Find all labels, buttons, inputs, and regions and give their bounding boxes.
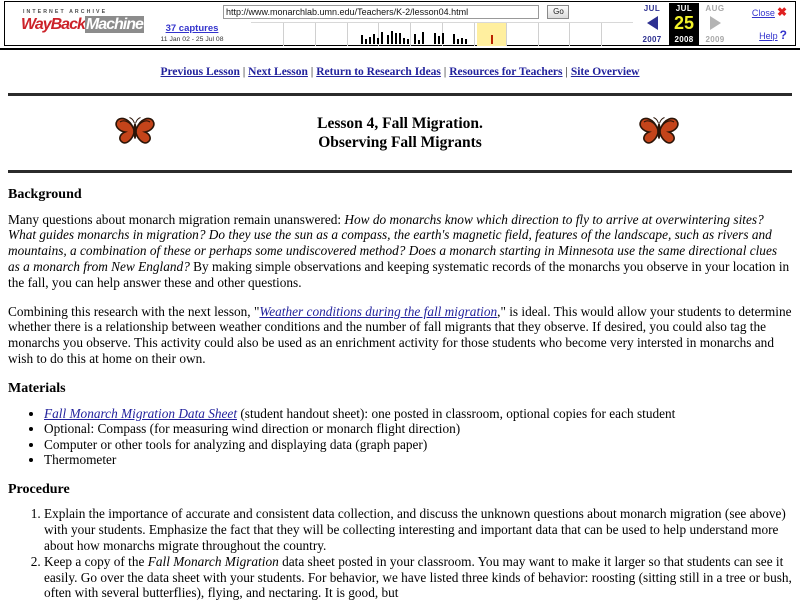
list-item: 1. Explain the importance of accurate and consistent data collection, and discuss the unknown questions about monarch migration (see above) with your students. Emphasize the fact that they will be collecting interesting and important data that can be used to help understand more about how monarchs migrate throughout the country.: [44, 506, 792, 553]
wayback-machine-toolbar: [0, 0, 800, 50]
background-paragraph-1: [8, 212, 792, 291]
timeline-capture-bar[interactable]: [453, 34, 455, 44]
timeline-month-divider: [569, 23, 570, 46]
bg-p1-questions: How do monarchs know which direction to fly to arrive at overwintering sites? What guides monarchs in migration? Do they use the sun as a compass, the earth's magnetic field, features of the landscape, such as rivers and mountains, a combination of these or perhaps some undiscovered method? Does a monarch starting in Minnesota use the same directional clues as a monarch from New England?: [8, 211, 778, 274]
timeline-capture-bar[interactable]: [399, 33, 401, 44]
timeline-capture-bar[interactable]: [387, 35, 389, 44]
timeline-capture-bar[interactable]: [422, 32, 424, 44]
section-heading-procedure: Procedure: [8, 481, 70, 497]
nav-link-resources-for-teachers[interactable]: Resources for Teachers: [449, 66, 563, 78]
section-heading-materials: Materials: [8, 380, 66, 396]
timeline-capture-bar[interactable]: [403, 38, 405, 44]
nav-separator-2: |: [310, 66, 314, 78]
captures-date-range: 11 Jan 02 - 25 Jul 08: [160, 36, 224, 43]
list-item: [44, 406, 792, 422]
next-capture-button[interactable]: [700, 3, 730, 46]
internet-archive-wayback-logo[interactable]: [13, 4, 143, 40]
close-label: Close: [751, 8, 775, 18]
timeline-capture-bar[interactable]: [361, 35, 363, 44]
internet-archive-label: INTERNET ARCHIVE: [23, 9, 108, 15]
timeline-capture-bar[interactable]: [465, 39, 467, 44]
current-month-label: JUL: [675, 4, 693, 13]
bg-p2-tail: ," is ideal. This would allow your students to determine whether there is a relationship between weather conditions and the number of fall migrants that they observe. If desired, you could also tag the monarchs you observe. This activity could also be used as an enrichment activity for those students who become very intersted in monarchs and wish to do this at home on their own.: [8, 303, 792, 366]
timeline-capture-bar[interactable]: [414, 34, 416, 44]
step2-datasheet-name: Fall Monarch Migration: [147, 553, 279, 569]
page-title: [317, 114, 483, 152]
date-navigator: [637, 3, 733, 46]
list-item: • Computer or other tools for analyzing and displaying data (graph paper): [44, 437, 792, 453]
archived-url-input[interactable]: [223, 5, 539, 19]
section-heading-background: Background: [8, 186, 82, 202]
wayback-word: WayBack: [21, 16, 85, 33]
timeline-capture-bar[interactable]: [438, 36, 440, 44]
timeline-month-divider: [506, 23, 507, 46]
close-icon: ✖: [776, 5, 787, 19]
wayback-toolbar-frame: [4, 1, 796, 46]
captures-summary: [137, 23, 247, 44]
procedure-list: [8, 506, 792, 600]
timeline-capture-bar[interactable]: [373, 34, 375, 44]
timeline-capture-bar[interactable]: [381, 32, 383, 44]
timeline-capture-bar[interactable]: [365, 39, 367, 44]
monarch-butterfly-icon-right: [638, 114, 680, 146]
previous-capture-button[interactable]: [637, 3, 667, 46]
title-line-2: Observing Fall Migrants: [318, 133, 482, 151]
nav-link-site-overview[interactable]: Site Overview: [570, 66, 640, 78]
timeline-month-divider: [347, 23, 348, 46]
lesson-navigation: [8, 65, 792, 81]
timeline-capture-bar[interactable]: [457, 39, 459, 44]
arrow-left-icon: [647, 16, 658, 30]
nav-link-next-lesson[interactable]: Next Lesson: [248, 66, 308, 78]
timeline-month-divider: [410, 23, 411, 46]
bg-p1-tail: By making simple observations and keeping systematic records of the monarchs you observe in your location in the fall, you can help answer these and other questions.: [8, 258, 790, 290]
nav-link-previous-lesson[interactable]: Previous Lesson: [160, 66, 240, 78]
next-year-label: 2009: [705, 35, 725, 44]
machine-word: Machine: [85, 16, 143, 33]
materials-list: [8, 406, 792, 468]
help-button[interactable]: [759, 28, 787, 42]
material-1-rest: (student handout sheet): one posted in classroom, optional copies for each student: [237, 405, 676, 421]
timeline-month-divider: [601, 23, 602, 46]
timeline-capture-bar[interactable]: [407, 39, 409, 44]
timeline-capture-bar[interactable]: [369, 37, 371, 44]
data-sheet-link[interactable]: Fall Monarch Migration Data Sheet: [44, 405, 238, 421]
list-item: • Optional: Compass (for measuring wind direction or monarch flight direction): [44, 421, 792, 437]
step2-lead: Keep a copy of the: [44, 553, 148, 569]
timeline-capture-bar[interactable]: [434, 33, 436, 44]
current-day-label: 25: [673, 13, 695, 33]
timeline-capture-bar[interactable]: [442, 33, 444, 44]
nav-separator-3: |: [443, 66, 447, 78]
timeline-capture-bar[interactable]: [391, 31, 393, 44]
selected-capture-marker: [491, 35, 493, 44]
prev-month-label: JUL: [643, 4, 661, 13]
title-line-1: Lesson 4, Fall Migration.: [317, 114, 483, 132]
timeline-month-divider: [474, 23, 475, 46]
timeline-month-divider: [315, 23, 316, 46]
timeline-capture-bar[interactable]: [395, 33, 397, 44]
weather-conditions-lesson-link[interactable]: Weather conditions during the fall migration: [259, 303, 498, 319]
background-paragraph-2: [8, 304, 792, 367]
close-toolbar-button[interactable]: [752, 5, 787, 19]
lesson-title-row: [8, 108, 792, 158]
timeline-month-divider: [283, 23, 284, 46]
bg-p1-lead: Many questions about monarch migration remain unanswered:: [8, 211, 345, 227]
timeline-capture-bar[interactable]: [377, 38, 379, 44]
question-mark-icon: ?: [779, 28, 787, 42]
step2-tail: data sheet posted in your classroom. You may want to make it larger so that students can see it easily. Go over the data sheet with your students. For behavior, we have listed three kinds of behavior: roosting (sitting still in a tree or bush, often with several butterflies), flying, and nectaring. It is good, but: [44, 553, 792, 600]
current-year-label: 2008: [674, 35, 694, 44]
list-item: [44, 554, 792, 600]
timeline-capture-bar[interactable]: [418, 40, 420, 44]
prev-year-label: 2007: [642, 35, 662, 44]
help-label: Help: [759, 31, 778, 41]
timeline-month-divider: [538, 23, 539, 46]
monarch-butterfly-icon-left: [114, 114, 156, 146]
arrow-right-icon: [710, 16, 721, 30]
url-bar-row: [223, 5, 591, 20]
go-button[interactable]: Go: [547, 5, 569, 19]
timeline-capture-bar[interactable]: [461, 38, 463, 44]
captures-count-link[interactable]: 37 captures: [165, 23, 219, 34]
next-month-label: AUG: [705, 4, 725, 13]
bg-p2-lead: Combining this research with the next lesson, ": [8, 303, 260, 319]
wayback-machine-wordmark: [21, 16, 143, 33]
page-content: [0, 65, 800, 600]
nav-separator-4: |: [565, 66, 568, 78]
list-item: • Thermometer: [44, 452, 792, 468]
divider-bottom: [8, 170, 792, 173]
nav-separator-1: |: [242, 66, 246, 78]
nav-link-return-to-research-ideas[interactable]: Return to Research Ideas: [316, 66, 441, 78]
captures-timeline[interactable]: [251, 22, 633, 46]
divider-top: [8, 93, 792, 96]
current-capture-date[interactable]: [669, 3, 699, 46]
